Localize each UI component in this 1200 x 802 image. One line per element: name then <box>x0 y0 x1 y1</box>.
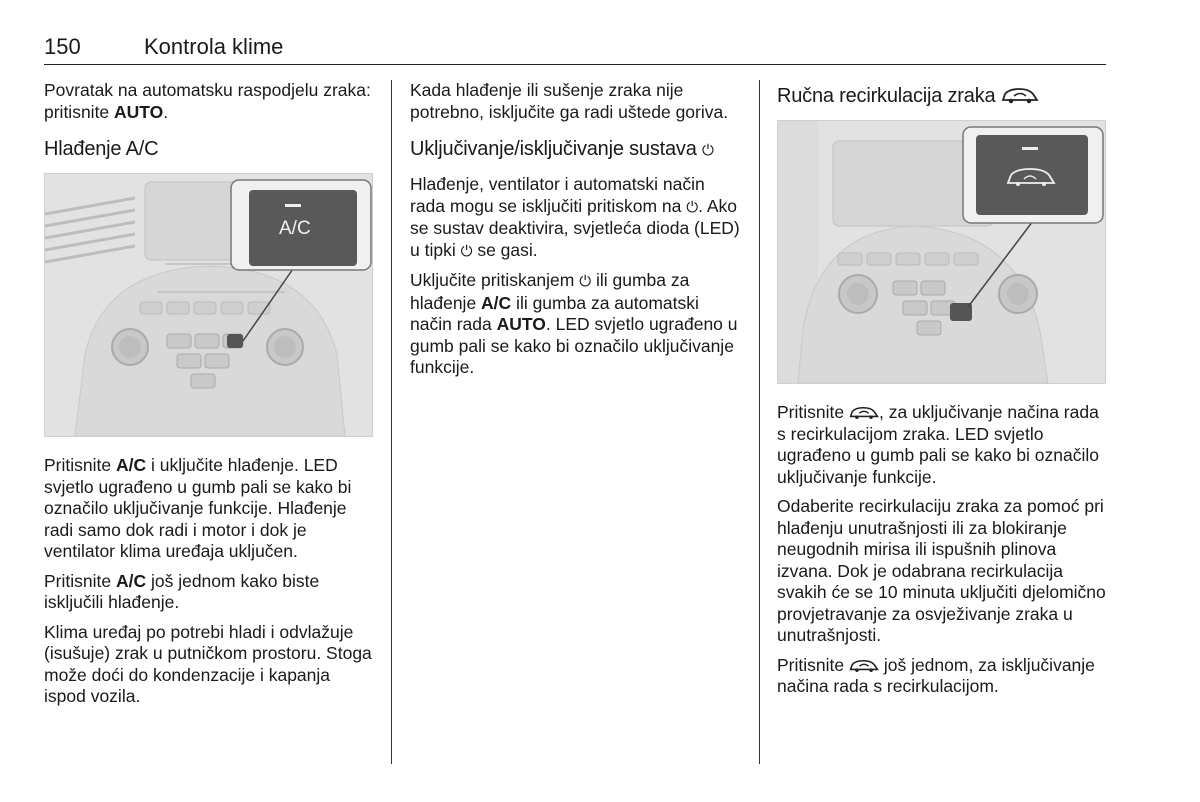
ac-button-figure <box>44 173 373 437</box>
column-3 <box>777 80 1107 706</box>
page-header <box>44 34 1106 65</box>
recirculation-on-paragraph: Pritisnite , za uključivanje načina rada s recirkulacijom zraka. LED svjetlo ugrađeno u gumb pali se kako bi označilo uključivanje funkcije. <box>777 402 1100 487</box>
system-off-paragraph: Hlađenje, ventilator i automatski način rada mogu se isključiti pritiskom na ⏻. Ako se sustav deaktivira, svjetleća dioda (LED) u tipki ⏻ se gasi. <box>410 174 740 260</box>
recirculation-purpose-paragraph: Odaberite recirkulaciju zraka za pomoć pri hlađenju unutrašnjosti ili za blokiranje neugodnih mirisa ili ispušnih plinova izvana. Dok je odabrana recirkulacija svakih će se 10 minuta uključiti djelomično provjetravanje za osvježivanje zraka u unutrašnjosti. <box>777 496 1106 645</box>
page-number: 150 <box>44 34 81 59</box>
car-recirculation-icon <box>1001 86 1039 104</box>
ac-condensation-paragraph: Klima uređaj po potrebi hladi i odvlažuje (isušuje) zrak u putničkom prostoru. Stoga može doći do kondenzacije i kapanja ispod vozila. <box>44 621 372 706</box>
column-divider-1 <box>391 80 392 764</box>
ac-cooling-heading: Hlađenje A/C <box>44 138 159 160</box>
recirculation-heading: Ručna recirkulacija zraka <box>777 84 1107 108</box>
chapter-title: Kontrola klime <box>144 34 284 59</box>
dashboard-illustration <box>45 174 372 436</box>
column-divider-2 <box>759 80 760 764</box>
auto-distribution-paragraph: Povratak na automatsku raspodjelu zraka: pritisnite AUTO. <box>44 80 371 122</box>
column-1 <box>44 80 374 716</box>
dashboard-illustration <box>778 121 1105 383</box>
column-2 <box>410 80 740 387</box>
recirculation-button-figure <box>777 120 1106 384</box>
recirculation-off-paragraph: Pritisnite još jednom, za isključivanje načina rada s recirkulacijom. <box>777 654 1095 696</box>
system-on-paragraph: Uključite pritiskanjem ⏻ ili gumba za hlađenje A/C ili gumba za automatski način rada AUTO. LED svjetlo ugrađeno u gumb pali se kako bi označilo uključivanje funkcije. <box>410 270 738 377</box>
system-onoff-heading: Uključivanje/isključivanje sustava ⏻ <box>410 138 714 160</box>
ac-on-paragraph: Pritisnite A/C i uključite hlađenje. LED svjetlo ugrađeno u gumb pali se kako bi označilo uključivanje funkcije. Hlađenje radi samo dok radi i motor i dok je ventilator klima uređaja uključen. <box>44 455 352 561</box>
ac-off-paragraph: Pritisnite A/C još jednom kako biste isključili hlađenje. <box>44 570 320 612</box>
fuel-saving-paragraph: Kada hlađenje ili sušenje zraka nije potrebno, isključite ga radi uštede goriva. <box>410 80 729 122</box>
power-icon: ⏻ <box>702 141 714 159</box>
ac-button-label: A/C <box>279 218 311 239</box>
power-icon: ⏻ <box>460 241 473 260</box>
power-icon: ⏻ <box>579 272 592 290</box>
car-recirculation-icon <box>849 658 879 673</box>
power-icon: ⏻ <box>686 197 699 216</box>
car-recirculation-icon <box>849 405 879 420</box>
